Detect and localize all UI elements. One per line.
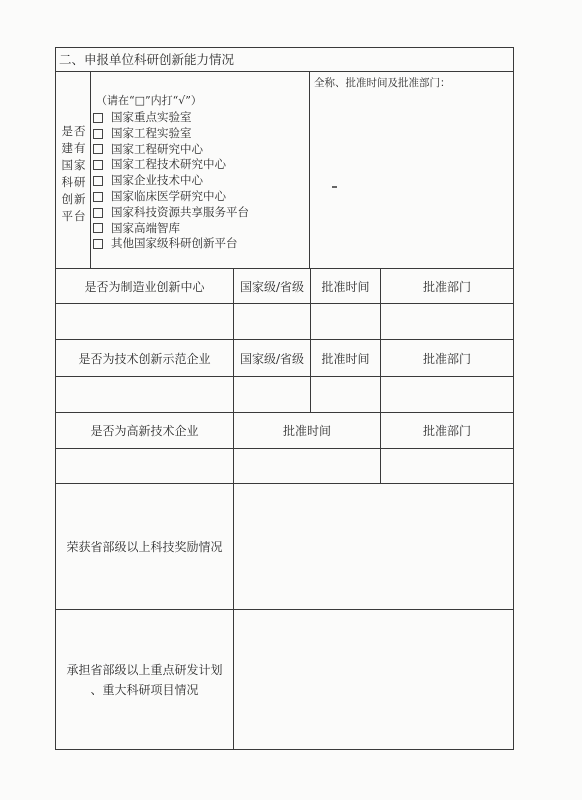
platform-option	[93, 173, 249, 189]
col-divider	[90, 71, 91, 268]
checkbox[interactable]	[93, 192, 103, 202]
checkbox[interactable]	[93, 129, 103, 139]
approval-dept-header: 批准部门	[422, 279, 471, 294]
approval-dept-header: 批准部门	[422, 351, 471, 366]
option-label: 其他国家级科研创新平台	[111, 236, 238, 251]
demo-enterprise-label: 是否为技术创新示范企业	[78, 351, 211, 366]
checkbox[interactable]	[93, 239, 103, 249]
platform-option	[93, 236, 249, 252]
option-label: 国家科技资源共享服务平台	[111, 204, 249, 219]
checkbox[interactable]	[93, 176, 103, 186]
platform-option	[93, 142, 249, 158]
hightech-label: 是否为高新技术企业	[90, 424, 199, 438]
option-label: 国家工程技术研究中心	[111, 157, 226, 172]
pen-mark	[332, 186, 337, 188]
col-divider	[309, 71, 310, 268]
checkbox[interactable]	[93, 144, 103, 154]
checkbox[interactable]	[93, 113, 103, 123]
checkbox[interactable]	[93, 208, 103, 218]
level-header: 国家级/省级	[239, 351, 305, 366]
section-title: 二、申报单位科研创新能力情况	[59, 52, 235, 67]
projects-label	[56, 610, 233, 750]
platform-option	[93, 110, 249, 126]
platform-option	[93, 157, 249, 173]
row-divider	[55, 376, 514, 377]
checkbox[interactable]	[93, 223, 103, 233]
platform-option	[93, 126, 249, 142]
platform-details-label: 全称、批准时间及批准部门：	[314, 77, 451, 89]
row-divider	[55, 71, 514, 72]
level-header: 国家级/省级	[239, 279, 305, 294]
platform-option	[93, 189, 249, 205]
platform-option	[93, 205, 249, 221]
option-label: 国家企业技术中心	[111, 173, 203, 188]
manufacturing-center-label: 是否为制造业创新中心	[84, 279, 205, 294]
approval-time-header: 批准时间	[282, 424, 331, 438]
platform-label: 是否建有国家科研创新平台	[61, 124, 87, 223]
approval-dept-header: 批准部门	[422, 424, 471, 438]
awards-label: 荣获省部级以上科技奖励情况	[66, 540, 223, 554]
approval-time-header: 批准时间	[321, 351, 370, 366]
projects-label-line1: 承担省部级以上重点研发计划	[66, 663, 223, 677]
platform-option	[93, 221, 249, 237]
checkbox-instruction: （请在“□”内打“√”）	[96, 94, 202, 107]
col-divider	[233, 483, 234, 750]
row-divider	[55, 448, 514, 449]
checkbox[interactable]	[93, 160, 103, 170]
projects-label-line2: 、重大科研项目情况	[90, 683, 199, 697]
option-label: 国家重点实验室	[111, 110, 192, 124]
option-label: 国家高端智库	[111, 220, 180, 235]
platform-options	[93, 110, 249, 252]
row-divider	[55, 303, 514, 304]
approval-time-header: 批准时间	[321, 279, 370, 294]
option-label: 国家工程实验室	[111, 125, 192, 140]
option-label: 国家工程研究中心	[111, 141, 203, 156]
option-label: 国家临床医学研究中心	[111, 188, 226, 203]
